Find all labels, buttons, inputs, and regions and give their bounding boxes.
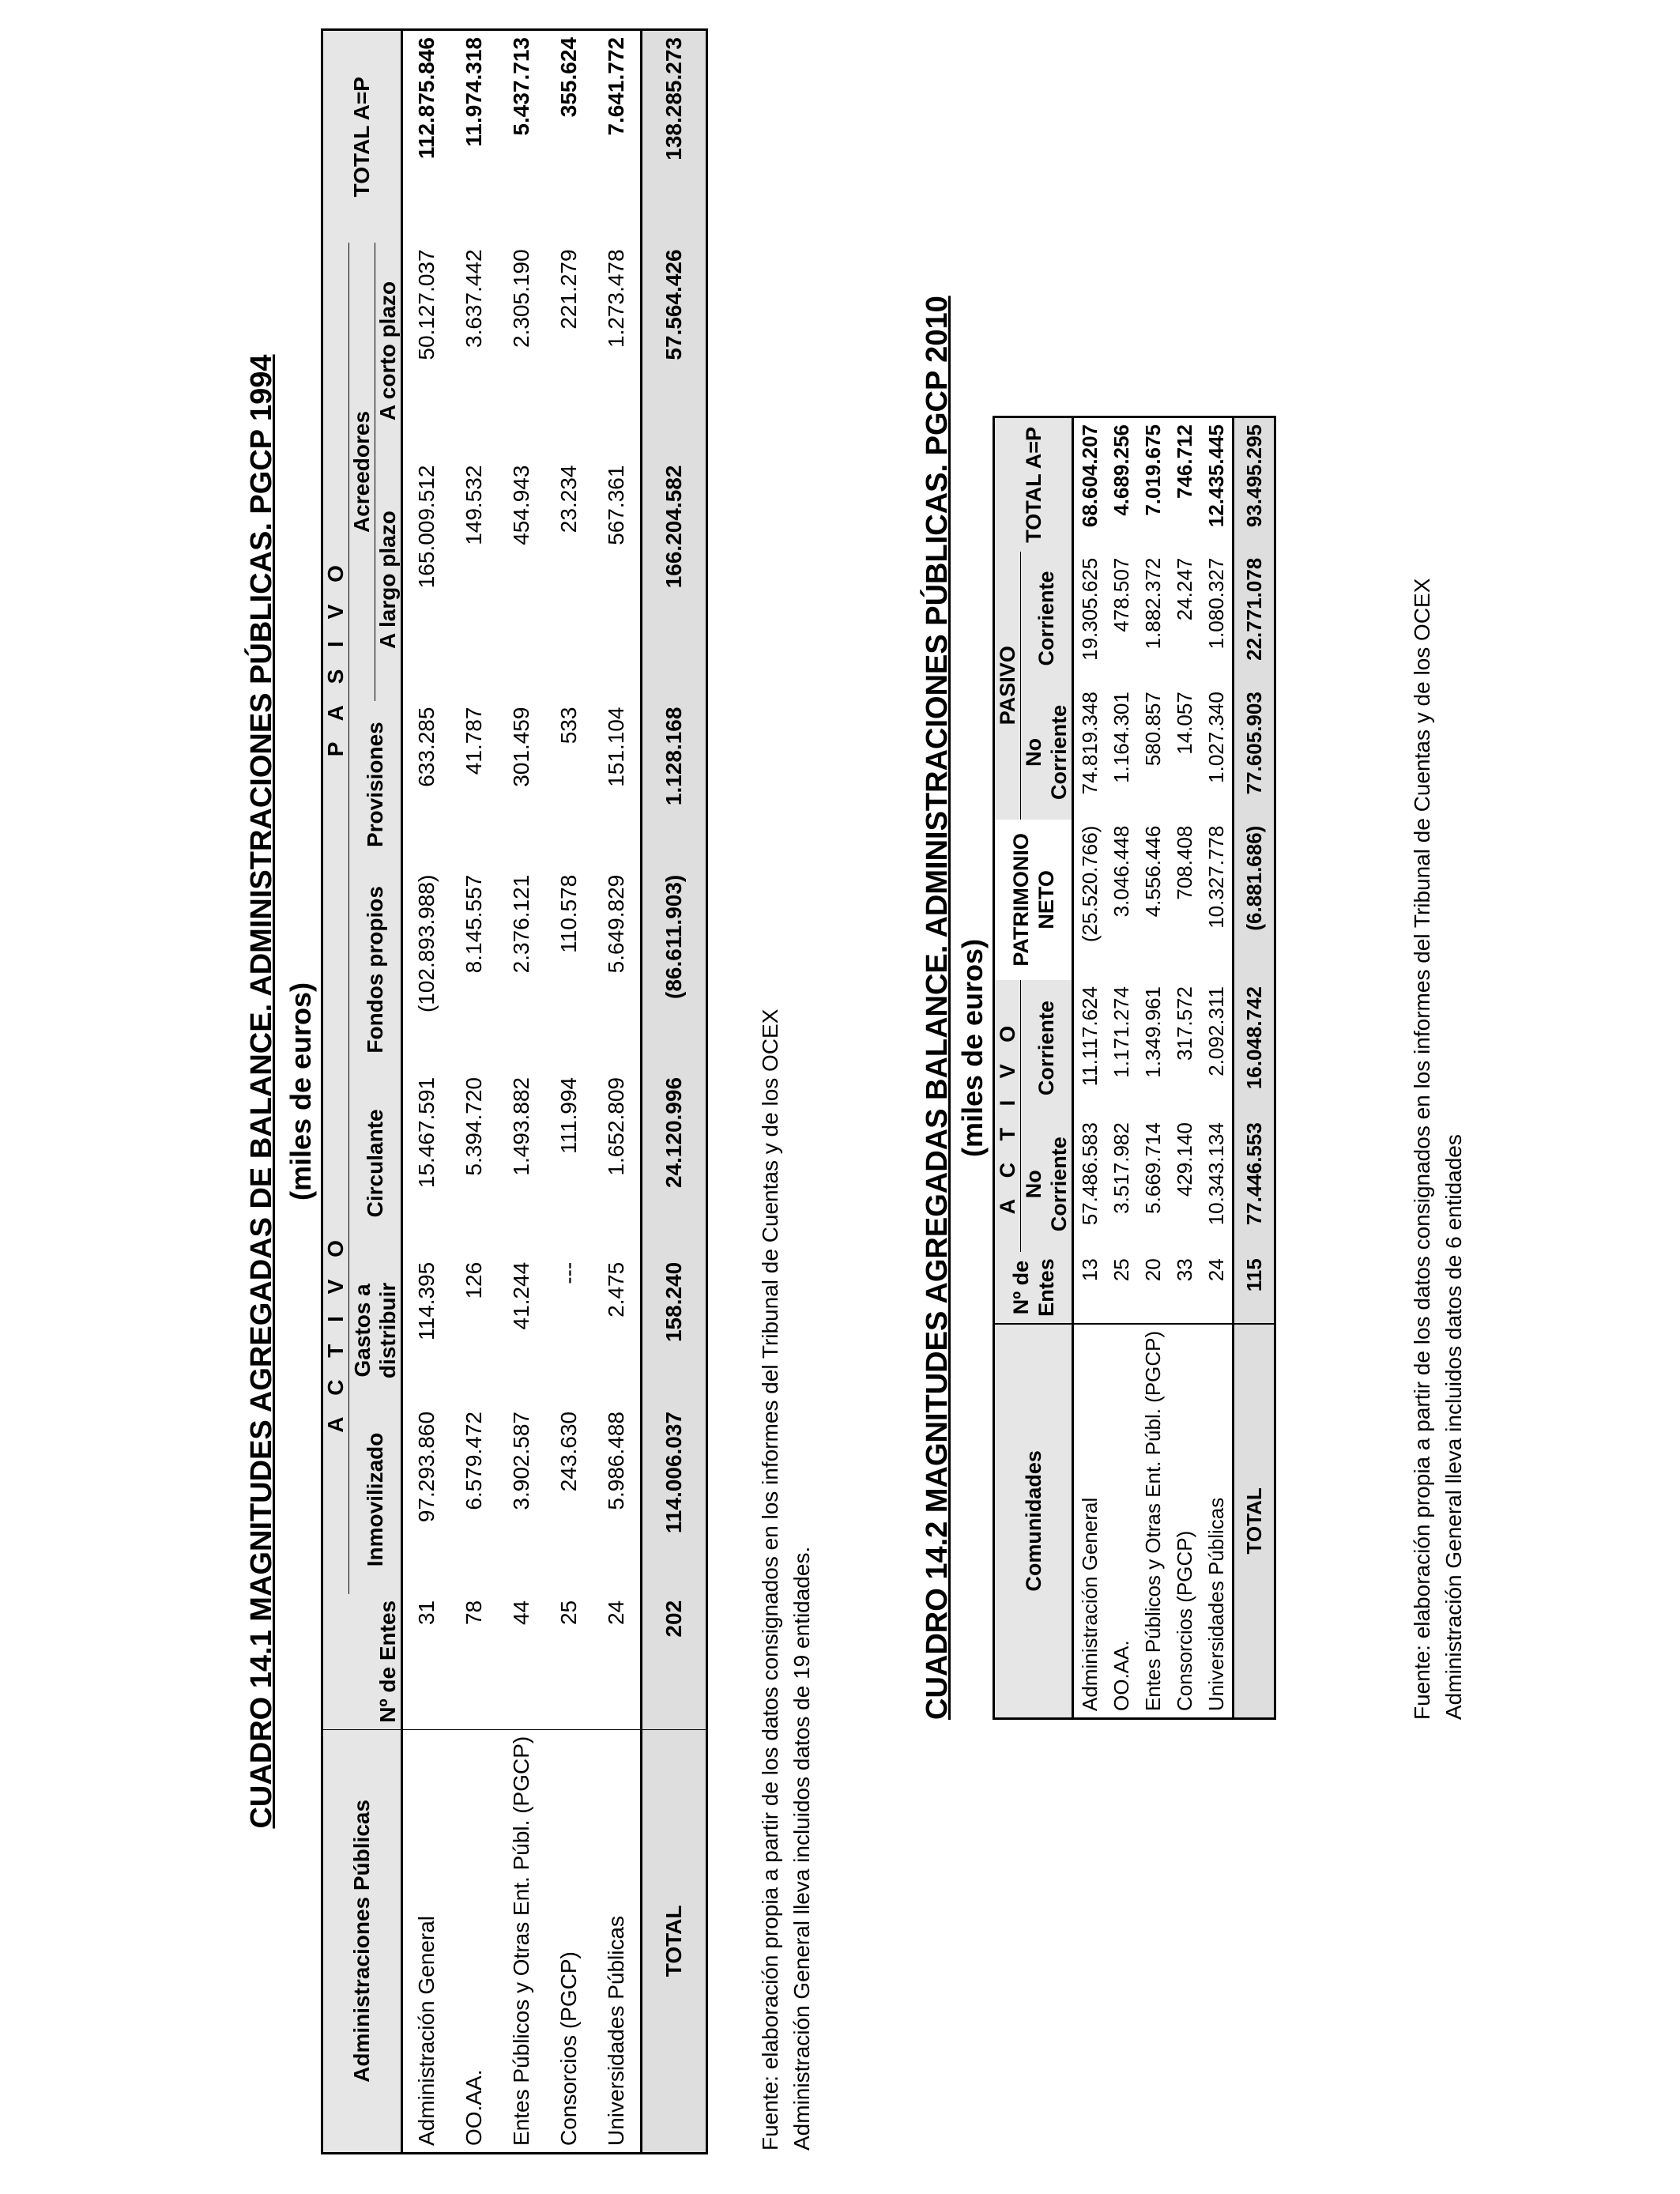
cell-total: 11.974.318 xyxy=(461,37,486,147)
t1-header-total: TOTAL A=P xyxy=(322,30,402,243)
cell-total: 5.437.713 xyxy=(509,37,533,136)
cell-circ: 1.493.882 xyxy=(509,1076,533,1176)
table2 xyxy=(993,416,1276,1720)
cell-total: 12.435.445 xyxy=(1203,424,1228,528)
t1-header-admin: Administraciones Públicas xyxy=(322,1729,402,2153)
cell-pn: 10.327.778 xyxy=(1203,825,1228,929)
cell-inmov: 3.902.587 xyxy=(509,1411,533,1510)
t1-header-largo: A largo plazo xyxy=(375,459,402,701)
total-largo: 166.204.582 xyxy=(642,459,707,701)
t2-header-patrimonio: PATRIMONIO NETO xyxy=(994,820,1073,980)
table-row xyxy=(1137,417,1169,1719)
cell-circ: 1.652.809 xyxy=(604,1076,628,1176)
t1-header-n-entes: Nº de Entes xyxy=(322,1594,402,1729)
t1-header-circulante: Circulante xyxy=(349,1071,402,1256)
total-n: 115 xyxy=(1234,1252,1275,1324)
cell-n: 25 xyxy=(556,1600,581,1626)
t2-header-activo-no-corriente: No Corriente xyxy=(1021,1116,1073,1252)
cell-pnc: 74.819.348 xyxy=(1077,692,1102,795)
t1-header-gastos: Gastos a distribuir xyxy=(349,1256,402,1405)
total-circ: 24.120.996 xyxy=(642,1071,707,1256)
cell-gastos: 41.244 xyxy=(509,1261,533,1330)
table2-title: CUADRO 14.2 MAGNITUDES AGREGADAS BALANCE. ADMINISTRACIONES PÚBLICAS. PGCP 2010 xyxy=(921,296,954,1720)
total-total: 93.495.295 xyxy=(1234,417,1275,552)
t1-header-inmovilizado: Inmovilizado xyxy=(349,1405,402,1594)
table1 xyxy=(321,28,708,2154)
cell-corto: 50.127.037 xyxy=(414,249,439,360)
cell-largo: 567.361 xyxy=(604,465,628,545)
cell-pc: 24.247 xyxy=(1172,557,1196,621)
table-row xyxy=(1169,417,1200,1719)
cell-ac: 2.092.311 xyxy=(1203,986,1228,1076)
cell-ac: 1.349.961 xyxy=(1140,986,1165,1078)
cell-corto: 2.305.190 xyxy=(509,249,533,348)
cell-total: 68.604.207 xyxy=(1077,424,1102,528)
total-label: TOTAL xyxy=(1234,1324,1275,1719)
cell-n: 20 xyxy=(1140,1258,1165,1282)
cell-corto: 221.279 xyxy=(556,249,581,330)
t2-header-activo-corriente: Corriente xyxy=(1021,980,1073,1116)
table-row xyxy=(450,30,498,2154)
cell-largo: 454.943 xyxy=(509,465,533,545)
table2-source-note: Fuente: elaboración propia a partir de los datos consignados en los informes del Tribunal de Cuentas y de los OCEX xyxy=(1410,578,1434,1720)
cell-pc: 1.080.327 xyxy=(1203,557,1228,650)
total-pc: 22.771.078 xyxy=(1234,552,1275,685)
cell-circ: 111.994 xyxy=(556,1076,581,1155)
total-pnc: 77.605.903 xyxy=(1234,685,1275,819)
table2-entities-note: Administración General lleva incluidos datos de 6 entidades xyxy=(1441,1134,1466,1720)
row-name: Entes Públicos y Otras Ent. Públ. (PGCP) xyxy=(498,1729,545,2153)
row-name: Entes Públicos y Otras Ent. Públ. (PGCP) xyxy=(1137,1324,1169,1719)
cell-total: 7.641.772 xyxy=(604,37,628,136)
cell-prov: 151.104 xyxy=(604,707,628,787)
cell-inmov: 5.986.488 xyxy=(604,1411,628,1510)
cell-largo: 149.532 xyxy=(461,465,486,545)
cell-ac: 317.572 xyxy=(1172,986,1196,1061)
cell-prov: 41.787 xyxy=(461,707,486,775)
cell-inmov: 97.293.860 xyxy=(414,1411,439,1523)
cell-prov: 301.459 xyxy=(509,707,533,787)
row-name: Universidades Públicas xyxy=(593,1729,642,2153)
cell-pn: (25.520.766) xyxy=(1077,825,1102,943)
row-name: Administración General xyxy=(402,1729,451,2153)
cell-inmov: 6.579.472 xyxy=(461,1411,486,1510)
row-name: Consorcios (PGCP) xyxy=(1169,1324,1200,1719)
t1-header-corto: A corto plazo xyxy=(375,243,402,458)
table-row xyxy=(1106,417,1137,1719)
table1-title: CUADRO 14.1 MAGNITUDES AGREGADAS DE BALANCE. ADMINISTRACIONES PÚBLICAS. PGCP 1994 xyxy=(245,354,278,1829)
table1-source-note: Fuente: elaboración propia a partir de los datos consignados en los informes del Tribunal de Cuentas y de los OCEX xyxy=(758,1008,782,2151)
total-gastos: 158.240 xyxy=(642,1256,707,1405)
t1-header-provisiones: Provisiones xyxy=(349,701,402,869)
row-name: OO.AA. xyxy=(1106,1324,1137,1719)
cell-gastos: 114.395 xyxy=(414,1261,439,1340)
t2-header-pasivo-no-corriente: No Corriente xyxy=(1021,685,1073,819)
total-inmov: 114.006.037 xyxy=(642,1405,707,1594)
total-pn: (6.881.686) xyxy=(1234,820,1275,980)
cell-n: 31 xyxy=(414,1600,439,1626)
table-row xyxy=(545,30,593,2154)
cell-anc: 3.517.982 xyxy=(1109,1122,1133,1214)
t1-header-acreedores: Acreedores xyxy=(349,243,375,700)
total-corto: 57.564.426 xyxy=(642,243,707,458)
t1-header-fondos: Fondos propios xyxy=(349,869,402,1071)
table1-units: (miles de euros) xyxy=(284,982,317,1201)
row-name: OO.AA. xyxy=(450,1729,498,2153)
row-name: Consorcios (PGCP) xyxy=(545,1729,593,2153)
t2-header-pasivo-corriente: Corriente xyxy=(1021,552,1073,685)
cell-gastos: --- xyxy=(556,1261,581,1284)
cell-fondos: 2.376.121 xyxy=(509,874,533,974)
t2-header-comunidades: Comunidades xyxy=(994,1324,1073,1719)
cell-corto: 3.637.442 xyxy=(461,249,486,348)
cell-n: 24 xyxy=(1203,1258,1228,1282)
cell-anc: 429.140 xyxy=(1172,1122,1196,1197)
cell-pnc: 1.164.301 xyxy=(1109,692,1133,783)
table2-units: (miles de euros) xyxy=(956,938,989,1158)
cell-largo: 165.009.512 xyxy=(414,465,439,589)
cell-pc: 19.305.625 xyxy=(1077,557,1102,661)
t1-header-activo: A C T I V O xyxy=(322,1071,349,1594)
cell-fondos: 8.145.557 xyxy=(461,874,486,974)
cell-pc: 1.882.372 xyxy=(1140,557,1165,650)
cell-pnc: 14.057 xyxy=(1172,692,1196,755)
cell-n: 24 xyxy=(604,1600,628,1626)
table-row xyxy=(593,30,642,2154)
cell-circ: 15.467.591 xyxy=(414,1076,439,1189)
cell-n: 33 xyxy=(1172,1258,1196,1282)
cell-pn: 4.556.446 xyxy=(1140,825,1165,918)
cell-largo: 23.234 xyxy=(556,465,581,533)
total-label: TOTAL xyxy=(642,1729,707,2153)
total-total: 138.285.273 xyxy=(642,30,707,243)
cell-n: 13 xyxy=(1077,1258,1102,1282)
cell-total: 4.689.256 xyxy=(1109,424,1133,516)
cell-circ: 5.394.720 xyxy=(461,1076,486,1176)
cell-pn: 3.046.448 xyxy=(1109,825,1133,918)
cell-corto: 1.273.478 xyxy=(604,249,628,348)
total-prov: 1.128.168 xyxy=(642,701,707,869)
total-n: 202 xyxy=(642,1594,707,1729)
row-name: Administración General xyxy=(1073,1324,1106,1719)
cell-fondos: 5.649.829 xyxy=(604,874,628,974)
cell-total: 7.019.675 xyxy=(1140,424,1165,516)
total-ac: 16.048.742 xyxy=(1234,980,1275,1116)
total-row xyxy=(642,30,707,2154)
cell-prov: 533 xyxy=(556,707,581,745)
cell-anc: 5.669.714 xyxy=(1140,1122,1165,1214)
total-row xyxy=(1234,417,1275,1719)
cell-pc: 478.507 xyxy=(1109,557,1133,632)
total-fondos: (86.611.903) xyxy=(642,869,707,1071)
cell-ac: 11.117.624 xyxy=(1077,986,1102,1087)
cell-anc: 57.486.583 xyxy=(1077,1122,1102,1226)
cell-gastos: 126 xyxy=(461,1261,486,1299)
table-row xyxy=(498,30,545,2154)
cell-fondos: 110.578 xyxy=(556,874,581,953)
table1-entities-note: Administración General lleva incluidos datos de 19 entidades. xyxy=(789,1546,814,2151)
cell-n: 25 xyxy=(1109,1258,1133,1282)
t1-header-pasivo: P A S I V O xyxy=(322,243,349,1071)
table-row xyxy=(1200,417,1234,1719)
cell-pn: 708.408 xyxy=(1172,825,1196,900)
cell-fondos: (102.893.988) xyxy=(414,874,439,1013)
t2-header-n-entes: Nº de Entes xyxy=(994,1252,1073,1324)
t2-header-total: TOTAL A=P xyxy=(994,417,1073,552)
cell-prov: 633.285 xyxy=(414,707,439,787)
cell-inmov: 243.630 xyxy=(556,1411,581,1492)
cell-total: 746.712 xyxy=(1172,424,1196,499)
table-row xyxy=(402,30,451,2154)
cell-anc: 10.343.134 xyxy=(1203,1122,1228,1226)
table-row xyxy=(1073,417,1106,1719)
cell-pnc: 580.857 xyxy=(1140,692,1165,767)
cell-n: 44 xyxy=(509,1600,533,1626)
cell-n: 78 xyxy=(461,1600,486,1626)
cell-ac: 1.171.274 xyxy=(1109,986,1133,1078)
cell-total: 112.875.846 xyxy=(414,37,439,160)
total-anc: 77.446.553 xyxy=(1234,1116,1275,1252)
cell-pnc: 1.027.340 xyxy=(1203,692,1228,783)
t2-header-pasivo: PASIVO xyxy=(994,552,1021,820)
cell-total: 355.624 xyxy=(556,37,581,118)
t2-header-activo: A C T I V O xyxy=(994,980,1021,1252)
cell-gastos: 2.475 xyxy=(604,1261,628,1318)
row-name: Universidades Públicas xyxy=(1200,1324,1234,1719)
